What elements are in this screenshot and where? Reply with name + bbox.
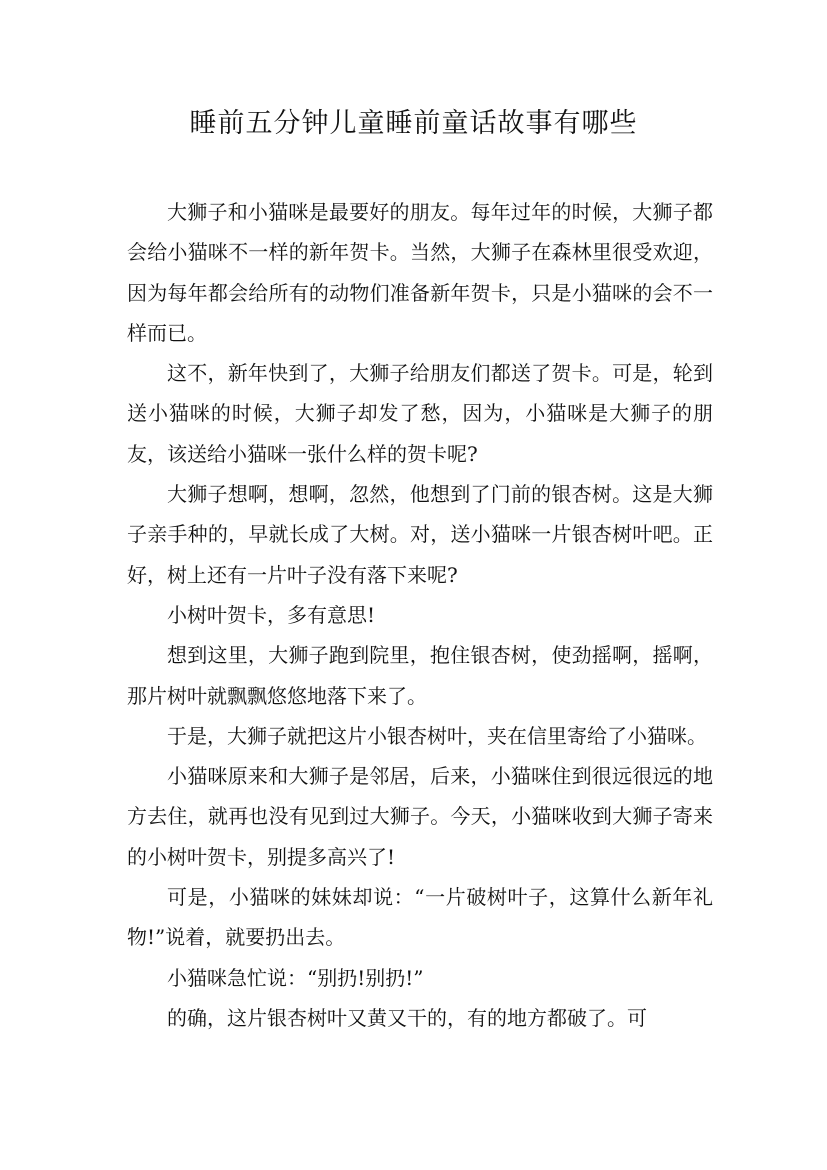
paragraph: 的确，这片银杏树叶又黄又干的，有的地方都破了。可 [167,1005,647,1030]
paragraph: 小猫咪原来和大狮子是邻居，后来，小猫咪住到很远很远的地方去住，就再也没有见到过大狮子。今天，小猫咪收到大狮子寄来的小树叶贺卡，别提多高兴了! [127,764,713,869]
document-body [127,192,713,1038]
paragraph: 小猫咪急忙说：“别扔!别扔!” [167,965,424,990]
paragraph: 大狮子想啊，想啊，忽然，他想到了门前的银杏树。这是大狮子亲手种的，早就长成了大树。对，送小猫咪一片银杏树叶吧。正好，树上还有一片叶子没有落下来呢? [127,482,713,587]
paragraph: 这不，新年快到了，大狮子给朋友们都送了贺卡。可是，轮到送小猫咪的时候，大狮子却发了愁，因为，小猫咪是大狮子的朋友，该送给小猫咪一张什么样的贺卡呢? [127,361,713,466]
paragraph: 大狮子和小猫咪是最要好的朋友。每年过年的时候，大狮子都会给小猫咪不一样的新年贺卡。当然，大狮子在森林里很受欢迎，因为每年都会给所有的动物们准备新年贺卡，只是小猫咪的会不一样而已。 [127,200,713,345]
paragraph: 可是，小猫咪的妹妹却说：“一片破树叶子，这算什么新年礼物!”说着，就要扔出去。 [127,885,713,950]
paragraph: 于是，大狮子就把这片小银杏树叶，夹在信里寄给了小猫咪。 [167,723,707,748]
paragraph: 想到这里，大狮子跑到院里，抱住银杏树，使劲摇啊，摇啊，那片树叶就飘飘悠悠地落下来了。 [127,643,713,708]
paragraph: 小树叶贺卡，多有意思! [167,602,376,627]
page-title: 睡前五分钟儿童睡前童话故事有哪些 [189,108,638,139]
